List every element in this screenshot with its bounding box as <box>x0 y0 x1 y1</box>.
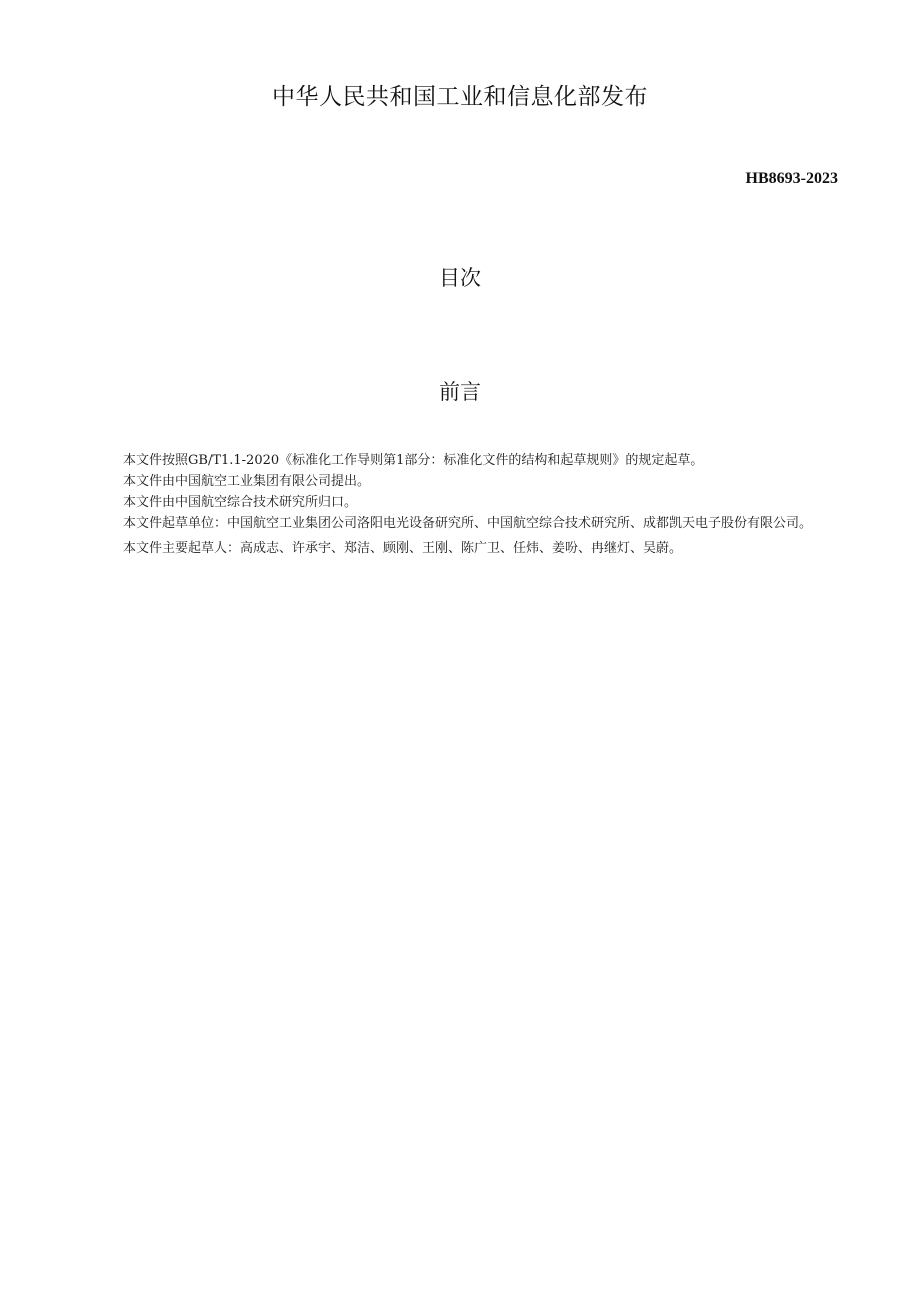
toc-heading: 目次 <box>439 266 481 290</box>
foreword-paragraph-drafting-rules: 本文件按照GB/T1.1-2020《标准化工作导则第1部分：标准化文件的结构和起草规则》的规定起草。 <box>123 453 704 468</box>
foreword-paragraph-drafters: 本文件主要起草人：高成志、许承宇、郑洁、顾刚、王刚、陈广卫、任炜、姜吩、冉继灯、吴蔚。 <box>123 541 683 556</box>
foreword-body <box>90 450 838 559</box>
foreword-paragraph-proposer: 本文件由中国航空工业集团有限公司提出。 <box>123 474 371 489</box>
publisher-line: 中华人民共和国工业和信息化部发布 <box>272 84 648 110</box>
document-code: HB8693-2023 <box>745 170 838 187</box>
foreword-heading: 前言 <box>439 380 481 404</box>
foreword-paragraph-drafting-units: 本文件起草单位：中国航空工业集团公司洛阳电光设备研究所、中国航空综合技术研究所、成都凯天电子股份有限公司。 <box>123 516 813 531</box>
foreword-paragraph-responsible-unit: 本文件由中国航空综合技术研究所归口。 <box>123 495 358 510</box>
